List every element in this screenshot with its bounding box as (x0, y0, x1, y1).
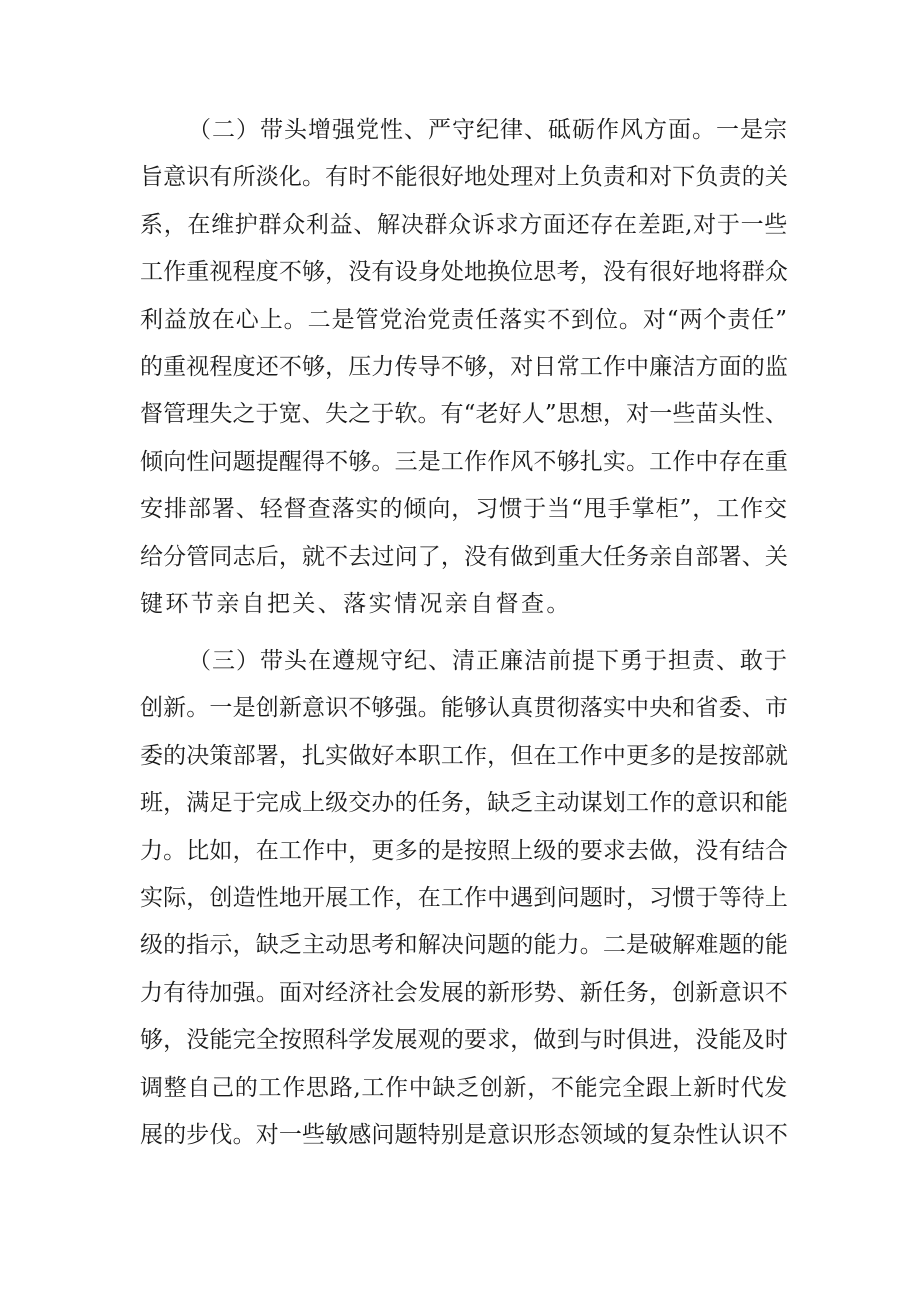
paragraph-line: 给分管同志后，就不去过问了，没有做到重大任务亲自部署、关 (140, 543, 788, 570)
paragraph-line: （三）带头在遵规守纪、清正廉洁前提下勇于担责、敢于 (188, 648, 788, 674)
paragraph-line: 倾向性问题提醒得不够。三是工作作风不够扎实。工作中存在重 (140, 448, 788, 475)
paragraph-line: 键环节亲自把关、落实情况亲自督查。 (140, 590, 572, 617)
paragraph-line: 工作重视程度不够，没有设身处地换位思考，没有很好地将群众 (140, 259, 788, 286)
paragraph-section-2 (140, 107, 788, 628)
paragraph-line: 力有待加强。面对经济社会发展的新形势、新任务，创新意识不 (140, 979, 788, 1006)
paragraph-line: 力。比如，在工作中，更多的是按照上级的要求去做，没有结合 (140, 837, 788, 864)
paragraph-line: 班，满足于完成上级交办的任务，缺乏主动谋划工作的意识和能 (140, 790, 788, 817)
paragraph-line: 创新。一是创新意识不够强。能够认真贯彻落实中央和省委、市 (140, 695, 788, 722)
paragraph-line: 利益放在心上。二是管党治党责任落实不到位。对“两个责任” (140, 306, 788, 333)
paragraph-line: 实际，创造性地开展工作，在工作中遇到问题时，习惯于等待上 (140, 884, 788, 911)
paragraph-line: 旨意识有所淡化。有时不能很好地处理对上负责和对下负责的关 (140, 164, 788, 191)
paragraph-section-3 (140, 638, 788, 1159)
paragraph-line: 系，在维护群众利益、解决群众诉求方面还存在差距,对于一些 (140, 211, 788, 238)
paragraph-line: 调整自己的工作思路,工作中缺乏创新，不能完全跟上新时代发 (140, 1074, 788, 1101)
paragraph-line: 督管理失之于宽、失之于软。有“老好人”思想，对一些苗头性、 (140, 401, 788, 428)
paragraph-line: （二）带头增强党性、严守纪律、砥砺作风方面。一是宗 (188, 117, 788, 143)
paragraph-line: 安排部署、轻督查落实的倾向，习惯于当“甩手掌柜”，工作交 (140, 496, 788, 523)
paragraph-line: 展的步伐。对一些敏感问题特别是意识形态领域的复杂性认识不 (140, 1121, 788, 1148)
paragraph-line: 够，没能完全按照科学发展观的要求，做到与时俱进，没能及时 (140, 1027, 788, 1054)
paragraph-line: 级的指示，缺乏主动思考和解决问题的能力。二是破解难题的能 (140, 932, 788, 959)
paragraph-line: 委的决策部署，扎实做好本职工作，但在工作中更多的是按部就 (140, 742, 788, 769)
paragraph-line: 的重视程度还不够，压力传导不够，对日常工作中廉洁方面的监 (140, 353, 788, 380)
